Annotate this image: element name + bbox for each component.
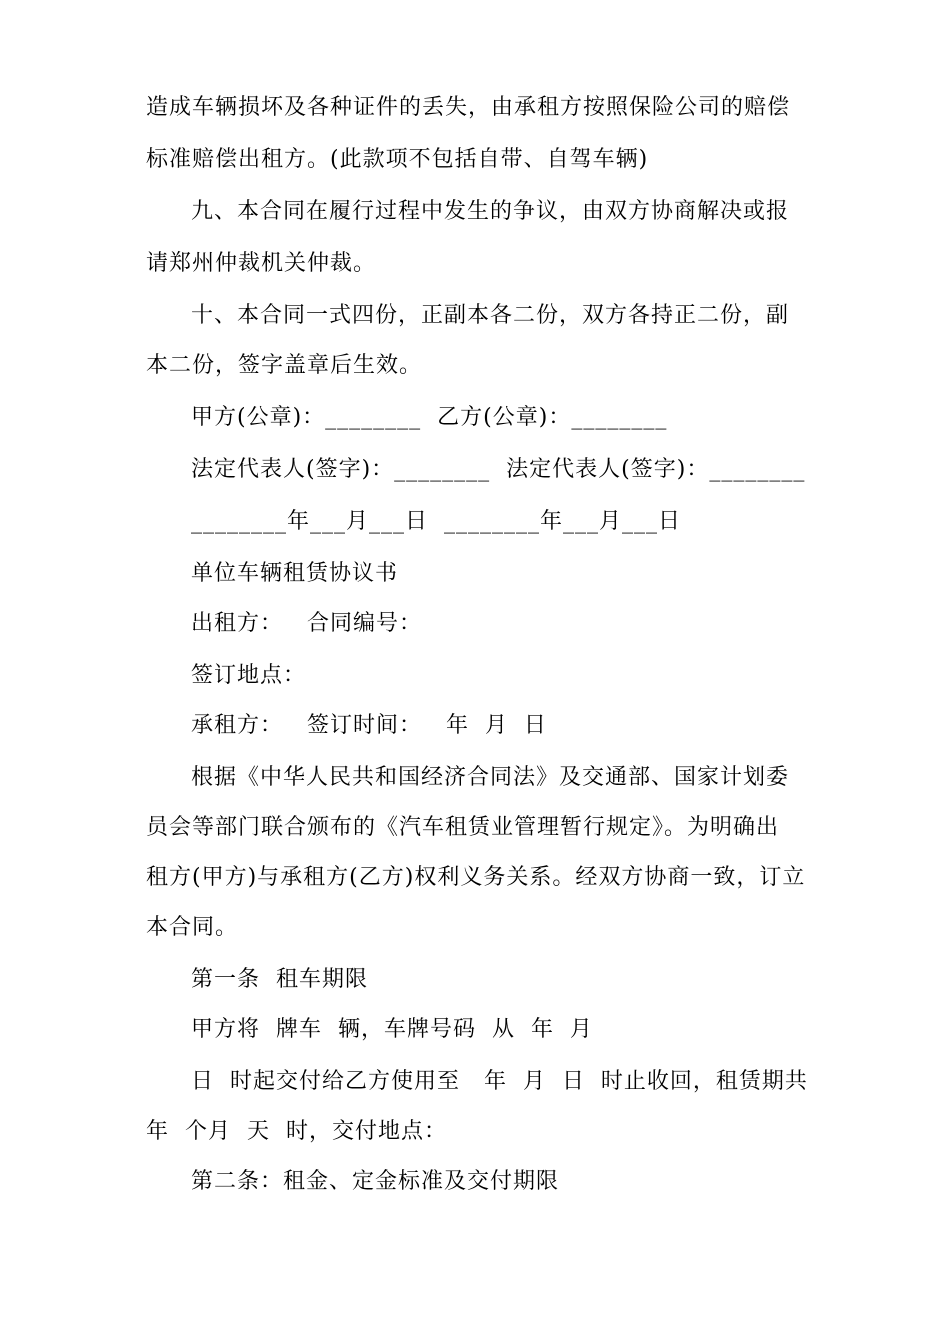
lessor-contract-number: 出租方： 合同编号： <box>191 611 422 636</box>
article-2-heading: 第二条：租金、定金标准及交付期限 <box>191 1169 560 1194</box>
preamble-line-3: 租方(甲方)与承租方(乙方)权利义务关系。经双方协商一致，订立 <box>146 865 806 890</box>
date-line: ________年___月___日 ________年___月___日 <box>191 509 681 534</box>
text-line-2: 标准赔偿出租方。(此款项不包括自带、自驾车辆) <box>146 147 649 172</box>
preamble-line-2: 员会等部门联合颁布的《汽车租赁业管理暂行规定》。为明确出 <box>146 815 780 840</box>
article-1-line-2: 日 时起交付给乙方使用至 年 月 日 时止收回，租赁期共 <box>191 1069 808 1094</box>
signing-location: 签订地点： <box>191 663 307 688</box>
article-1-heading: 第一条 租车期限 <box>191 967 368 992</box>
text-line-1: 造成车辆损坏及各种证件的丢失，由承租方按照保险公司的赔偿 <box>146 95 791 120</box>
seal-signature-line: 甲方(公章)：________ 乙方(公章)：________ <box>191 405 668 430</box>
article-1-line-1: 甲方将 牌车 辆，车牌号码 从 年 月 <box>191 1017 593 1042</box>
clause-10-line-1: 十、本合同一式四份，正副本各二份，双方各持正二份，副 <box>191 303 790 328</box>
lessee-signing-time: 承租方： 签订时间： 年 月 日 <box>191 713 547 738</box>
preamble-line-1: 根据《中华人民共和国经济合同法》及交通部、国家计划委 <box>191 765 790 790</box>
clause-10-line-2: 本二份，签字盖章后生效。 <box>146 353 423 378</box>
agreement-title: 单位车辆租赁协议书 <box>191 561 399 586</box>
clause-9-line-1: 九、本合同在履行过程中发生的争议，由双方协商解决或报 <box>191 199 790 224</box>
article-1-line-3: 年 个月 天 时，交付地点： <box>146 1119 447 1144</box>
preamble-line-4: 本合同。 <box>146 915 239 940</box>
clause-9-line-2: 请郑州仲裁机关仲裁。 <box>146 251 377 276</box>
legal-representative-line: 法定代表人(签字)：________ 法定代表人(签字)：________ <box>191 457 806 482</box>
